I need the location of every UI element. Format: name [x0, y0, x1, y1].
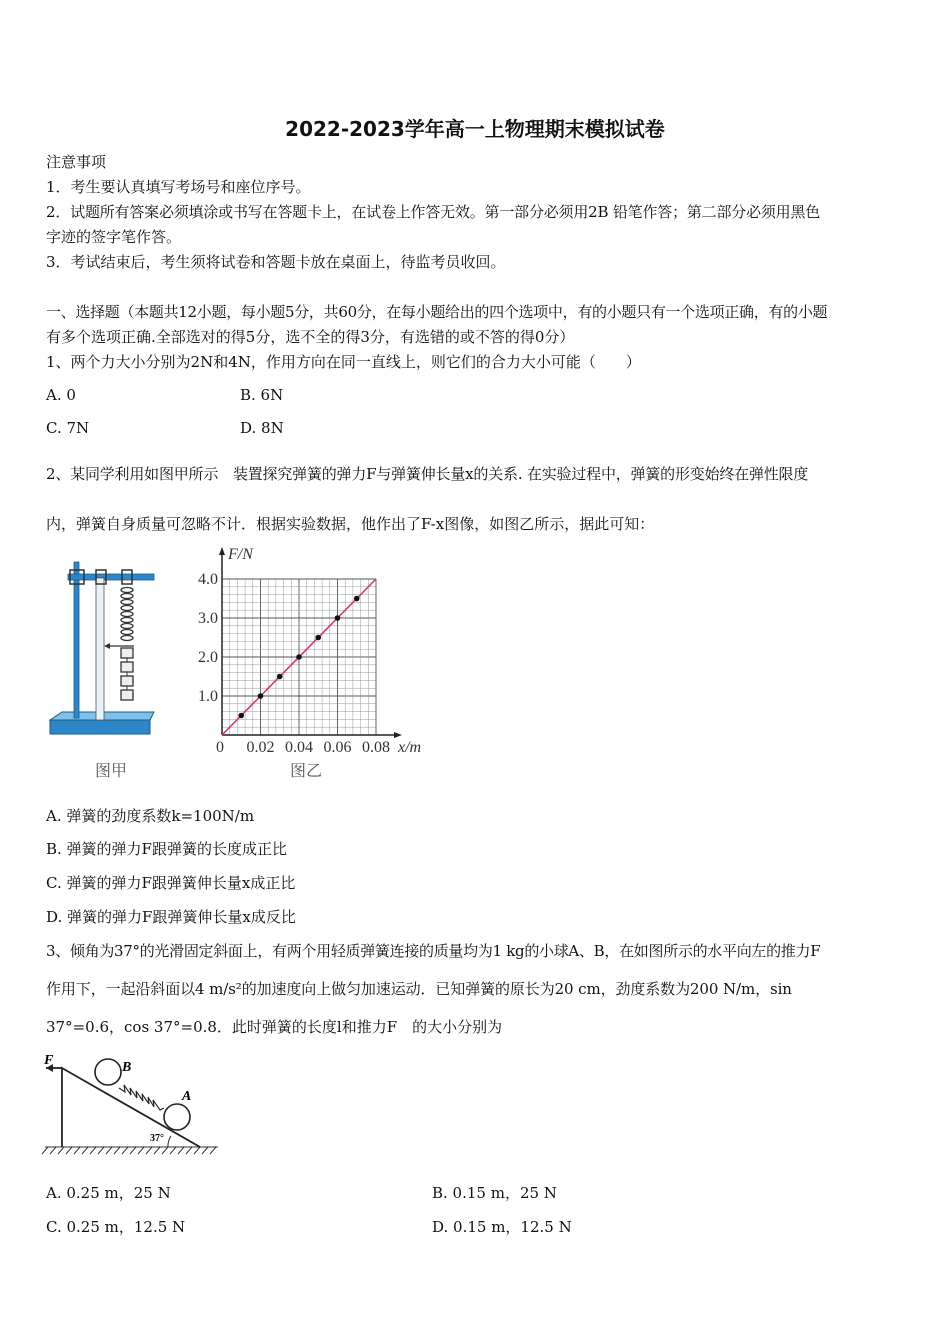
- data-point: [354, 596, 360, 602]
- x-tick-label: 0.06: [323, 739, 352, 756]
- notice-item: 2．试题所有答案必须填涂或书写在答题卡上，在试卷上作答无效。第一部分必须用2B 铅笔作答；第二部分必须用黑色: [46, 203, 821, 221]
- x-axis-arrow: [394, 732, 402, 738]
- q3-option-a[interactable]: A. 0.25 m，25 N: [46, 1184, 171, 1202]
- y-tick-label: 1.0: [198, 688, 218, 705]
- ball-b-label: B: [122, 1060, 132, 1075]
- section-heading-cont: 有多个选项正确.全部选对的得5分，选不全的得3分，有选错的或不答的得0分）: [46, 328, 575, 346]
- q1-option-a[interactable]: A. 0: [46, 386, 76, 404]
- q1-option-d[interactable]: D. 8N: [240, 419, 284, 437]
- notice-item: 字迹的签字笔作答。: [46, 228, 182, 246]
- fig-a-caption: 图甲: [95, 761, 128, 780]
- incline-figure: [40, 1050, 225, 1160]
- q3-stem-cont: 作用下，一起沿斜面以4 m/s²的加速度向上做匀加速运动．已知弹簧的原长为20 cm，劲度系数为200 N/m，sin: [46, 980, 792, 998]
- data-point: [315, 635, 321, 641]
- spring-apparatus-figure: [46, 548, 156, 783]
- y-axis-arrow: [219, 547, 225, 555]
- y-tick-label: 3.0: [198, 610, 218, 627]
- angle-label: 37°: [150, 1133, 164, 1144]
- ball-a-label: A: [182, 1089, 192, 1104]
- q3-stem: 3、倾角为37°的光滑固定斜面上，有两个用轻质弹簧连接的质量均为1 kg的小球A、B，在如图所示的水平向左的推力F: [46, 942, 821, 960]
- q3-option-b[interactable]: B. 0.15 m，25 N: [432, 1184, 557, 1202]
- data-point: [296, 654, 302, 660]
- x-tick-label: 0.04: [285, 739, 313, 756]
- q2-option-a[interactable]: A. 弹簧的劲度系数k=100N/m: [46, 807, 255, 825]
- page-title: 2022-2023学年高一上物理期末模拟试卷: [285, 117, 665, 141]
- y-axis-label: F/N: [228, 546, 253, 563]
- fx-chart: [190, 544, 440, 759]
- q1-stem: 1、两个力大小分别为2N和4N，作用方向在同一直线上，则它们的合力大小可能（ ）: [46, 353, 641, 371]
- data-point: [238, 713, 244, 719]
- force-label: F: [44, 1053, 54, 1068]
- x-tick-label: 0: [216, 739, 224, 756]
- q2-option-b[interactable]: B. 弹簧的弹力F跟弹簧的长度成正比: [46, 840, 287, 858]
- q2-option-d[interactable]: D. 弹簧的弹力F跟弹簧伸长量x成反比: [46, 908, 296, 926]
- q1-option-c[interactable]: C. 7N: [46, 419, 90, 437]
- q2-stem-cont: 内，弹簧自身质量可忽略不计．根据实验数据，他作出了F-x图像，如图乙所示，据此可知：: [46, 515, 655, 533]
- y-tick-label: 2.0: [198, 649, 218, 666]
- data-point: [335, 615, 341, 621]
- q3-option-c[interactable]: C. 0.25 m，12.5 N: [46, 1218, 186, 1236]
- q3-option-d[interactable]: D. 0.15 m，12.5 N: [432, 1218, 572, 1236]
- x-tick-label: 0.08: [362, 739, 390, 756]
- y-tick-label: 4.0: [198, 571, 218, 588]
- notice-item: 3．考试结束后，考生须将试卷和答题卡放在桌面上，待监考员收回。: [46, 253, 506, 271]
- notice-heading: 注意事项: [46, 153, 107, 171]
- data-point: [277, 674, 283, 680]
- x-tick-label: 0.02: [246, 739, 275, 756]
- q2-stem: 2、某同学利用如图甲所示 装置探究弹簧的弹力F与弹簧伸长量x的关系. 在实验过程中，弹簧的形变始终在弹性限度: [46, 465, 809, 483]
- q3-stem-cont: 37°=0.6，cos 37°=0.8．此时弹簧的长度l和推力F 的大小分别为: [46, 1018, 503, 1036]
- section-heading: 一、选择题（本题共12小题，每小题5分，共60分，在每小题给出的四个选项中，有的小题只有一个选项正确，有的小题: [46, 303, 828, 321]
- x-axis-label: x/m: [398, 739, 422, 756]
- fig-b-caption: 图乙: [290, 761, 323, 780]
- q2-option-c[interactable]: C. 弹簧的弹力F跟弹簧伸长量x成正比: [46, 874, 296, 892]
- data-point: [258, 693, 264, 699]
- notice-item: 1．考生要认真填写考场号和座位序号。: [46, 178, 311, 196]
- q1-option-b[interactable]: B. 6N: [240, 386, 284, 404]
